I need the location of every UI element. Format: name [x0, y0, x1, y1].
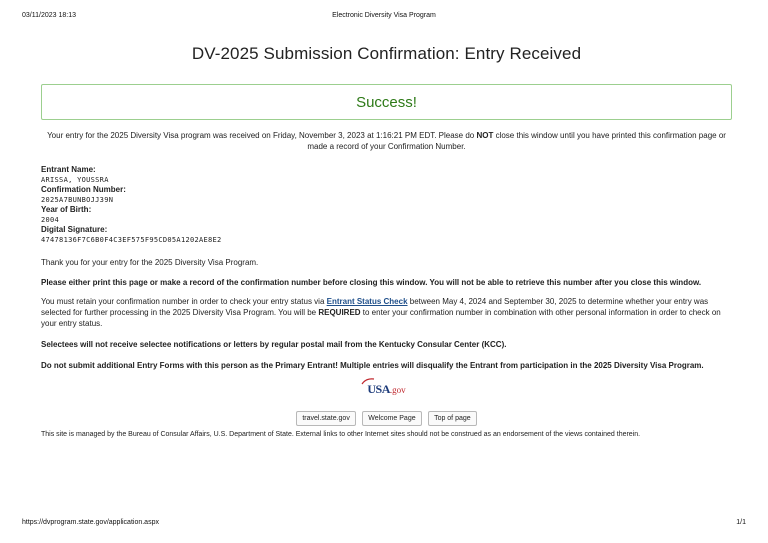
print-url: https://dvprogram.state.gov/application.aspx [22, 519, 159, 526]
success-banner [41, 84, 732, 120]
footer-buttons [41, 407, 732, 426]
print-page-title: Electronic Diversity Visa Program [332, 12, 436, 19]
print-datetime: 03/11/2023 18:13 [22, 12, 76, 19]
usa-gov-logo[interactable] [41, 380, 732, 402]
thank-you-text: Thank you for your entry for the 2025 Diversity Visa Program. [41, 258, 259, 267]
welcome-page-button[interactable]: Welcome Page [362, 411, 421, 426]
digital-signature-label: Digital Signature: [41, 225, 108, 234]
print-page-number: 1/1 [736, 519, 746, 526]
retain-before: You must retain your confirmation number in order to check your entry status via [41, 297, 327, 306]
confirmation-number-value: 2025A7BUNBOJJ39N [41, 196, 114, 204]
retain-bold: REQUIRED [318, 308, 361, 317]
confirmation-number-label: Confirmation Number: [41, 185, 126, 194]
entrant-status-check-link[interactable]: Entrant Status Check [326, 297, 408, 306]
site-disclaimer: This site is managed by the Bureau of Consular Affairs, U.S. Department of State. External links to other Internet sites should not be construed as an endorsement of the views contained therein. [41, 431, 641, 438]
page-title: DV-2025 Submission Confirmation: Entry Received [191, 44, 582, 63]
intro-before: Your entry for the 2025 Diversity Visa program was received on Friday, November 3, 2023 at 1:16:21 PM EDT. Please do [47, 131, 477, 140]
intro-after: close this window until you have printed this confirmation page or made a record of your Confirmation Number. [307, 131, 726, 151]
digital-signature-value: 47478136F7C6B0F4C3EF575F95CD05A1202AE8E2 [41, 236, 222, 244]
travel-state-gov-button[interactable]: travel.state.gov [296, 411, 355, 426]
top-of-page-button[interactable]: Top of page [428, 411, 477, 426]
retain-middle: between May 4, 2024 and September 30, 2025 to determine whether your entry was selected for further processing in the 2025 Diversity Visa Program. You will be [41, 297, 709, 317]
entrant-details [41, 165, 732, 245]
entrant-name-label: Entrant Name: [41, 165, 96, 174]
intro-bold: NOT [476, 131, 494, 140]
selectees-notice: Selectees will not receive selectee notifications or letters by regular postal mail from the Kentucky Consular Center (KCC). [41, 340, 507, 349]
print-footer [22, 519, 746, 531]
retain-notice [41, 296, 732, 329]
print-header [22, 12, 746, 24]
print-notice: Please either print this page or make a record of the confirmation number before closing this window. You will not be able to retrieve this number after you close this window. [41, 278, 702, 287]
year-of-birth-label: Year of Birth: [41, 205, 92, 214]
main-content [41, 44, 732, 439]
success-text: Success! [356, 93, 417, 111]
swoosh-icon [361, 377, 375, 385]
entrant-name-value: ARISSA, YOUSSRA [41, 176, 109, 184]
logo-usa-text: USA [367, 382, 390, 396]
logo-gov-text: .gov [389, 385, 406, 395]
intro-text [45, 130, 728, 152]
year-of-birth-value: 2004 [41, 216, 60, 224]
retain-after: to enter your confirmation number in combination with other personal information in order to check on your entry status. [41, 308, 721, 328]
no-additional-entries-notice: Do not submit additional Entry Forms with this person as the Primary Entrant! Multiple entries will disqualify the Entrant from participation in the 2025 Diversity Visa Program. [41, 361, 704, 370]
